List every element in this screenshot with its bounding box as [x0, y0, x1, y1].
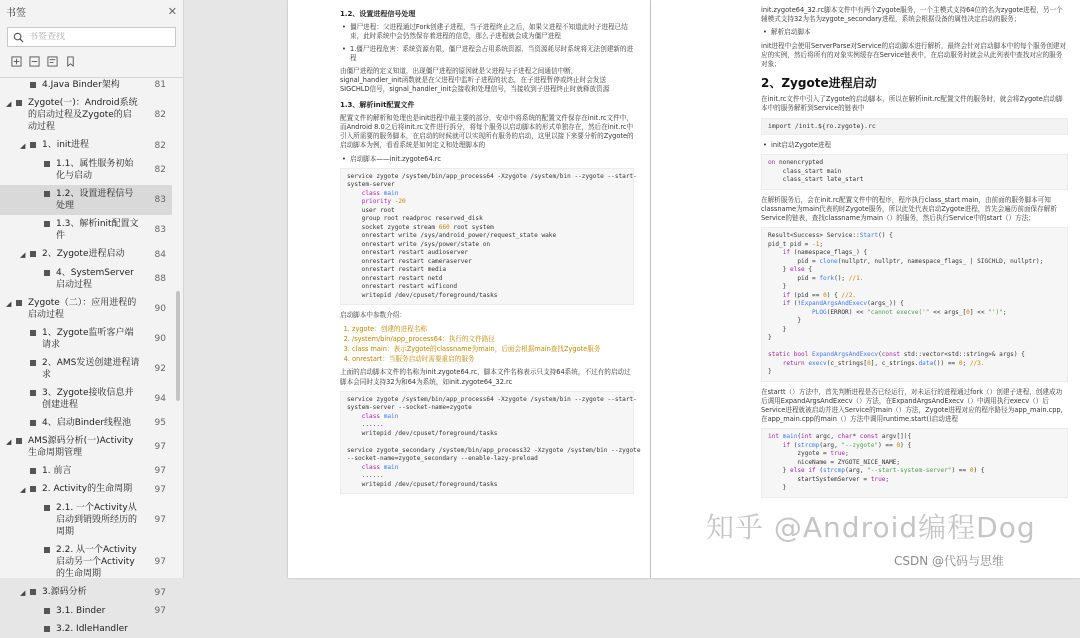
bookmark-label: 3.2. IdleHandler [56, 624, 128, 634]
bookmark-page-number: 97 [154, 515, 166, 525]
bookmark-marker-icon [16, 100, 22, 106]
bookmark-label: 1、Zygote监听客户端请求 [42, 328, 134, 350]
bookmark-item[interactable] [0, 264, 172, 294]
bookmark-marker-icon [44, 547, 50, 553]
bullet-list [761, 28, 1068, 37]
bookmark-marker-icon [44, 608, 50, 614]
bookmark-label: 2.1. 一个Activity从启动到销毁所经历的周期 [56, 503, 138, 537]
collapse-caret-icon[interactable]: ◢ [20, 486, 26, 494]
bookmark-page-number: 82 [154, 140, 166, 151]
collapse-caret-icon[interactable]: ◢ [6, 300, 12, 308]
code-block: service zygote /system/bin/app_process64 -Xzygote /system/bin --zygote --start- system-server --socket-name=zygote class main ...... writepid /dev/cpuset/foreground/tasks service zygote_secondary /system/bin/app_process32 -Xzygote /system/bin --zygote --socket-name=zygote_secondary --enable-lazy-preload class main ...... writepid /dev/cpuset/foreground/tasks [340, 391, 634, 495]
list-item: 3. class main：表示Zygote的classname为main，后面会根据main查找Zygote服务 [352, 345, 634, 354]
bookmark-icon[interactable] [64, 55, 76, 67]
paragraph: init进程中会使用ServerParse对Service的启动脚本进行解析，最终会针对启动脚本中的每个服务创建对应的实例，然后将所有的对象实例缓存在Service链表中，在启动服务时就会从此列表中查找对应的服务对象； [761, 41, 1067, 69]
list-item: • 解析启动脚本 [761, 28, 1068, 37]
scroll-thumb[interactable] [176, 291, 180, 401]
bookmark-item[interactable] [0, 432, 172, 462]
bookmark-marker-icon [16, 300, 22, 306]
bookmark-page-number: 97 [154, 442, 166, 452]
bookmark-label: 1.2、设置进程信号处理 [56, 189, 134, 211]
bookmark-page-number: 90 [154, 304, 166, 314]
bookmark-item[interactable] [0, 155, 172, 185]
bookmark-page-number: 81 [154, 80, 166, 90]
bookmark-page-number: 97 [154, 587, 166, 598]
code-block: Result<Success> Service::Start() { pid_t pid = -1; if (namespace_flags_) { pid = clone(nullptr, nullptr, namespace_flags_ | SIGCHLD, nullptr); } else { pid = fork(); //1. } if (pid == 0) { //2. if (!ExpandArgsAndExecv(args_)) { PLOG(ERROR) << "cannot execve('" << args_[0] << "')"; } } } static bool ExpandArgsAndExecv(const std::vector<std::string>& args) { return execv(c_strings[0], c_strings.data()) == 0; //3. } [761, 227, 1068, 382]
watermark-text: 知乎 @Android编程Dog [706, 511, 1036, 544]
bullet-list [340, 155, 634, 164]
csdn-watermark: CSDN @代码与思维 [894, 554, 1005, 568]
add-bookmark-icon[interactable] [46, 55, 58, 67]
document-page-right [651, 0, 1080, 578]
list-item: 2. /system/bin/app_process64：执行的文件路径 [352, 335, 634, 344]
bookmark-marker-icon [16, 438, 22, 444]
bookmark-marker-icon [30, 82, 36, 88]
bookmark-item[interactable] [0, 541, 172, 583]
bookmark-sidebar [0, 0, 184, 634]
bookmark-item[interactable] [0, 480, 172, 499]
bookmark-label: 2. Activity的生命周期 [42, 484, 133, 494]
search-input[interactable] [29, 32, 169, 42]
bookmark-marker-icon [44, 221, 50, 227]
close-icon[interactable]: ✕ [167, 4, 177, 18]
bookmark-tree [0, 76, 172, 634]
bookmark-label: Zygote（二）：应用进程的启动过程 [28, 298, 137, 320]
bookmark-item[interactable] [0, 384, 172, 414]
bookmark-label: 3、Zygote接收信息并创建进程 [42, 388, 134, 410]
bookmark-item[interactable] [0, 136, 172, 155]
list-item: • init启动Zygote进程 [761, 141, 1068, 150]
bookmark-marker-icon [44, 270, 50, 276]
paragraph: 在init.rc文件中引入了Zygote的启动脚本，所以在解析init.rc配置文件的服务时，就会将Zygote启动脚本中的服务解析到Service的链表中 [761, 95, 1063, 113]
list-item: 4. onrestart：当服务启动时需要重启的服务 [352, 355, 634, 364]
bookmark-page-number: 97 [154, 557, 166, 567]
bookmark-marker-icon [30, 142, 36, 148]
bookmark-item[interactable] [0, 94, 172, 136]
collapse-caret-icon[interactable]: ◢ [6, 100, 12, 108]
bookmark-marker-icon [44, 626, 50, 632]
bookmark-page-number: 90 [154, 334, 166, 344]
bookmark-search[interactable] [7, 27, 176, 47]
bookmark-item[interactable] [0, 499, 172, 541]
bookmark-marker-icon [30, 486, 36, 492]
bookmark-marker-icon [30, 251, 36, 257]
bookmark-page-number: 97 [154, 606, 166, 616]
paragraph: 由僵尸进程的定义知道，出现僵尸进程的原因就是父进程与子进程之间通信中断，signal_handler_init函数就是在父进程中监听子进程的状态，在子进程暂停或终止时会发送SIGCHLD信号，signal_handler_init会接收和处理信号，当接收到子进程终止时就释放资源 [340, 67, 610, 94]
collapse-caret-icon[interactable]: ◢ [20, 589, 26, 597]
bullet-list [340, 23, 634, 63]
bookmark-marker-icon [30, 589, 36, 595]
bookmark-item[interactable] [0, 354, 172, 384]
bookmark-marker-icon [44, 191, 50, 197]
bookmark-marker-icon [30, 330, 36, 336]
document-page-left [288, 0, 650, 578]
paragraph: 配置文件的解析和处理也是init进程中最主要的部分，安卓中将系统的配置文件保存在init.rc文件中，而Android 8.0之后将init.rc文件进行拆分，将每个服务以启动脚本的形式单独存在，然后在init.rc中引入所需要的服务脚本，在启动的时候就可以实现所有服务的启动，这里以接下来要分析的Zygote的启动脚本为例，看看系统是如何定义和处理脚本的 [340, 113, 634, 150]
bookmark-page-number: 94 [154, 394, 166, 404]
expand-all-icon[interactable] [10, 55, 22, 67]
bookmark-label: 4.Java Binder架构 [42, 80, 120, 90]
bookmark-label: 2、Zygote进程启动 [42, 249, 125, 259]
list-item: • 1.僵尸进程危害：系统资源有限，僵尸进程会占用系统资源，当资源耗尽时系统将无法创建新的进程 [340, 45, 634, 63]
bookmark-item[interactable] [0, 215, 172, 245]
bookmark-marker-icon [30, 420, 36, 426]
collapse-caret-icon[interactable]: ◢ [6, 438, 12, 446]
bookmark-page-number: 95 [154, 418, 166, 428]
paragraph: 上面的启动脚本文件的名称为init.zygote64.rc，脚本文件名称表示只支持64系统，不过有的启动过脚本会同时支持32为和64为系统，如init.zygote64_32.rc [340, 368, 631, 386]
bookmark-item[interactable] [0, 245, 172, 264]
section-heading: 2、Zygote进程启动 [761, 76, 877, 91]
bookmark-label: 3.1. Binder [56, 606, 106, 616]
code-block: import /init.${ro.zygote}.rc [761, 118, 1068, 135]
bookmark-label: 1.1、属性服务初始化与启动 [56, 159, 134, 181]
bookmark-item[interactable] [0, 324, 172, 354]
bookmark-page-number: 92 [154, 364, 166, 374]
collapse-all-icon[interactable] [28, 55, 40, 67]
paragraph: 在startt（）方法中，首先判断进程是否已经运行，对未运行的进程通过fork（）创建子进程，创建成功后调用ExpandArgsAndExecv（）方法，在ExpandArgsAndExecv（）中调用执行execv（）后Service进程就被启动并进入Service的main（）方法，Zygote进程对应的程序路径为app_main.cpp,在app_main.cpp的main（）方法中调用runtime.start()启动进程 [761, 387, 1063, 424]
bookmark-item[interactable] [0, 583, 172, 602]
bullet-list [761, 141, 1068, 150]
bookmark-item[interactable] [0, 414, 172, 432]
code-block: on nonencrypted class_start main class_start late_start [761, 154, 1068, 190]
bookmark-item[interactable] [0, 462, 172, 480]
bookmark-page-number: 82 [154, 165, 166, 175]
list-item: • 启动脚本——init.zygote64.rc [340, 155, 634, 164]
bookmark-marker-icon [30, 360, 36, 366]
sidebar-title: 书签 [6, 7, 26, 19]
document-view[interactable] [185, 0, 1080, 578]
bookmark-marker-icon [30, 390, 36, 396]
bookmark-label: 3.源码分析 [42, 587, 87, 597]
bookmark-page-number: 88 [154, 274, 166, 284]
bookmark-page-number: 97 [154, 466, 166, 476]
collapse-caret-icon[interactable]: ◢ [20, 142, 26, 150]
search-icon [13, 32, 24, 43]
collapse-caret-icon[interactable]: ◢ [20, 251, 26, 259]
list-item: 1. zygote：创建的进程名称 [352, 325, 634, 334]
bookmark-label: 1. 前言 [42, 466, 72, 476]
paragraph: init.zygote64_32.rc脚本文件中有两个Zygote服务，一个主模式支持64位的名为zygote进程，另一个辅模式支持32为名为zygote_secondary进程，系统会根据设备的属性决定启动的服务； [761, 6, 1063, 24]
section-heading: 1.3、解析init配置文件 [340, 100, 415, 109]
bookmark-label: 2.2. 从一个Activity启动另一个Activity的生命周期 [56, 545, 137, 579]
bookmark-label: 1、init进程 [42, 140, 89, 150]
bookmark-label: AMS源码分析(一)Activity生命周期管理 [28, 436, 134, 458]
bookmark-label: 1.3、解析init配置文件 [56, 219, 139, 241]
bookmark-label: 4、SystemServer启动过程 [56, 268, 134, 290]
sidebar-header [0, 0, 183, 22]
bookmark-item[interactable] [0, 620, 172, 638]
bookmark-marker-icon [44, 505, 50, 511]
numbered-list [352, 325, 634, 365]
sidebar-scrollbar[interactable] [174, 76, 182, 578]
bookmark-item[interactable] [0, 602, 172, 620]
bookmark-item[interactable] [0, 185, 172, 215]
bookmark-marker-icon [30, 468, 36, 474]
bookmark-page-number: 82 [154, 110, 166, 120]
list-item: • 僵尸进程：父进程通过Fork创建子进程，当子进程终止之后，如果父进程不知道此时子进程已结束，此时系统中会仍然保存着进程的信息，那么子进程就会成为僵尸进程 [340, 23, 634, 41]
bookmark-page-number: 97 [154, 484, 166, 495]
bookmark-label: Zygote(一)：Android系统的启动过程及Zygote的启动过程 [28, 98, 138, 132]
bookmark-label: 2、AMS发送创建进程请求 [42, 358, 140, 380]
sidebar-toolbar [0, 47, 183, 75]
bookmark-page-number: 84 [154, 249, 166, 260]
bookmark-label: 4、启动Binder线程池 [42, 418, 132, 428]
paragraph: 启动脚本中参数介绍： [340, 311, 406, 320]
bookmark-item[interactable] [0, 76, 172, 94]
bookmark-page-number: 83 [154, 195, 166, 205]
bookmark-page-number: 83 [154, 225, 166, 235]
bookmark-item[interactable] [0, 294, 172, 324]
paragraph: 在解析服务后，会在init.rc配置文件中的程序，程序执行class_start main，由前面的服务脚本可知classname为main代表的时Zygote服务，所以此处代表启动Zygote进程，首先会遍历前面保存解析Service的链表，查找classname为main（）的服务，然后执行Service中的start（）方法； [761, 195, 1057, 222]
section-heading: 1.2、设置进程信号处理 [340, 10, 416, 18]
code-block: int main(int argc, char* const argv[]){ if (strcmp(arg, "--zygote") == 0) { zygote = true; niceName = ZYGOTE_NICE_NAME; } else if (strcmp(arg, "--start-system-server") == 0) { startSystemServer = true; } [761, 428, 1068, 498]
bookmark-marker-icon [44, 161, 50, 167]
code-block: service zygote /system/bin/app_process64 -Xzygote /system/bin --zygote --start- system-server class main priority -20 user root group root readproc reserved_disk socket zygote stream 660 root system onrestart write /sys/android_power/request_state wake onrestart write /sys/power/state on onrestart restart audioserver onrestart restart cameraserver onrestart restart media onrestart restart netd onrestart restart wificond writepid /dev/cpuset/foreground/tasks [340, 168, 634, 306]
